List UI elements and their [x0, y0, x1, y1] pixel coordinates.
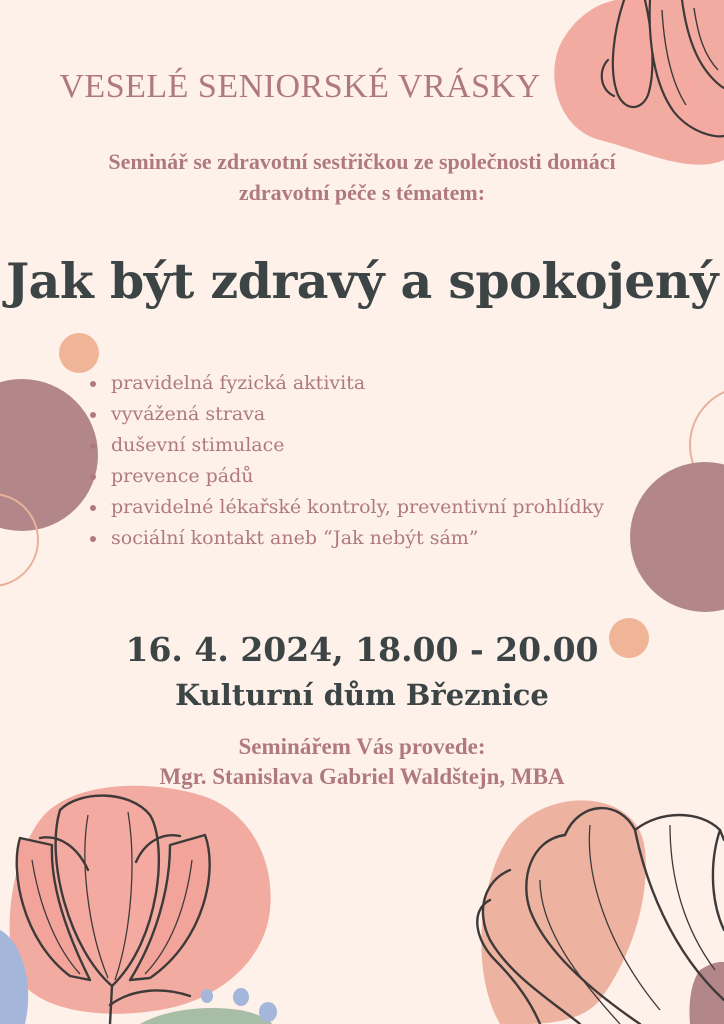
mauve-circle-left — [0, 379, 98, 531]
topic-item: duševní stimulace — [88, 430, 608, 461]
presenter-label: Seminářem Vás provede: — [238, 734, 486, 759]
blue-dot-3 — [259, 1002, 277, 1022]
topic-item: vyvážená strava — [88, 399, 608, 430]
intro-line-2: zdravotní péče s tématem: — [238, 180, 486, 205]
tulip-top-right-icon — [590, 0, 724, 140]
small-peach-circle-left — [59, 333, 99, 373]
topic-item: prevence pádů — [88, 461, 608, 492]
event-venue: Kulturní dům Březnice — [175, 678, 549, 712]
series-title: VESELÉ SENIORSKÉ VRÁSKY — [59, 68, 541, 105]
topic-item: pravidelné lékařské kontroly, preventivní prohlídky — [88, 492, 608, 523]
event-date-time: 16. 4. 2024, 18.00 - 20.00 — [125, 630, 599, 669]
topic-list — [88, 368, 608, 554]
flower-bottom-right-icon — [470, 800, 724, 1024]
mauve-circle-right — [630, 462, 724, 612]
topic-item: sociální kontakt aneb “Jak nebýt sám” — [88, 523, 608, 554]
topic-item: pravidelná fyzická aktivita — [88, 368, 608, 399]
tulip-bottom-left-icon — [0, 790, 230, 1024]
blue-dot-2 — [233, 988, 249, 1006]
main-heading: Jak být zdravý a spokojený — [6, 252, 718, 310]
intro-text — [20, 146, 704, 208]
presenter-name: Mgr. Stanislava Gabriel Waldštejn, MBA — [159, 764, 565, 789]
intro-line-1: Seminář se zdravotní sestřičkou ze společnosti domácí — [108, 149, 616, 174]
